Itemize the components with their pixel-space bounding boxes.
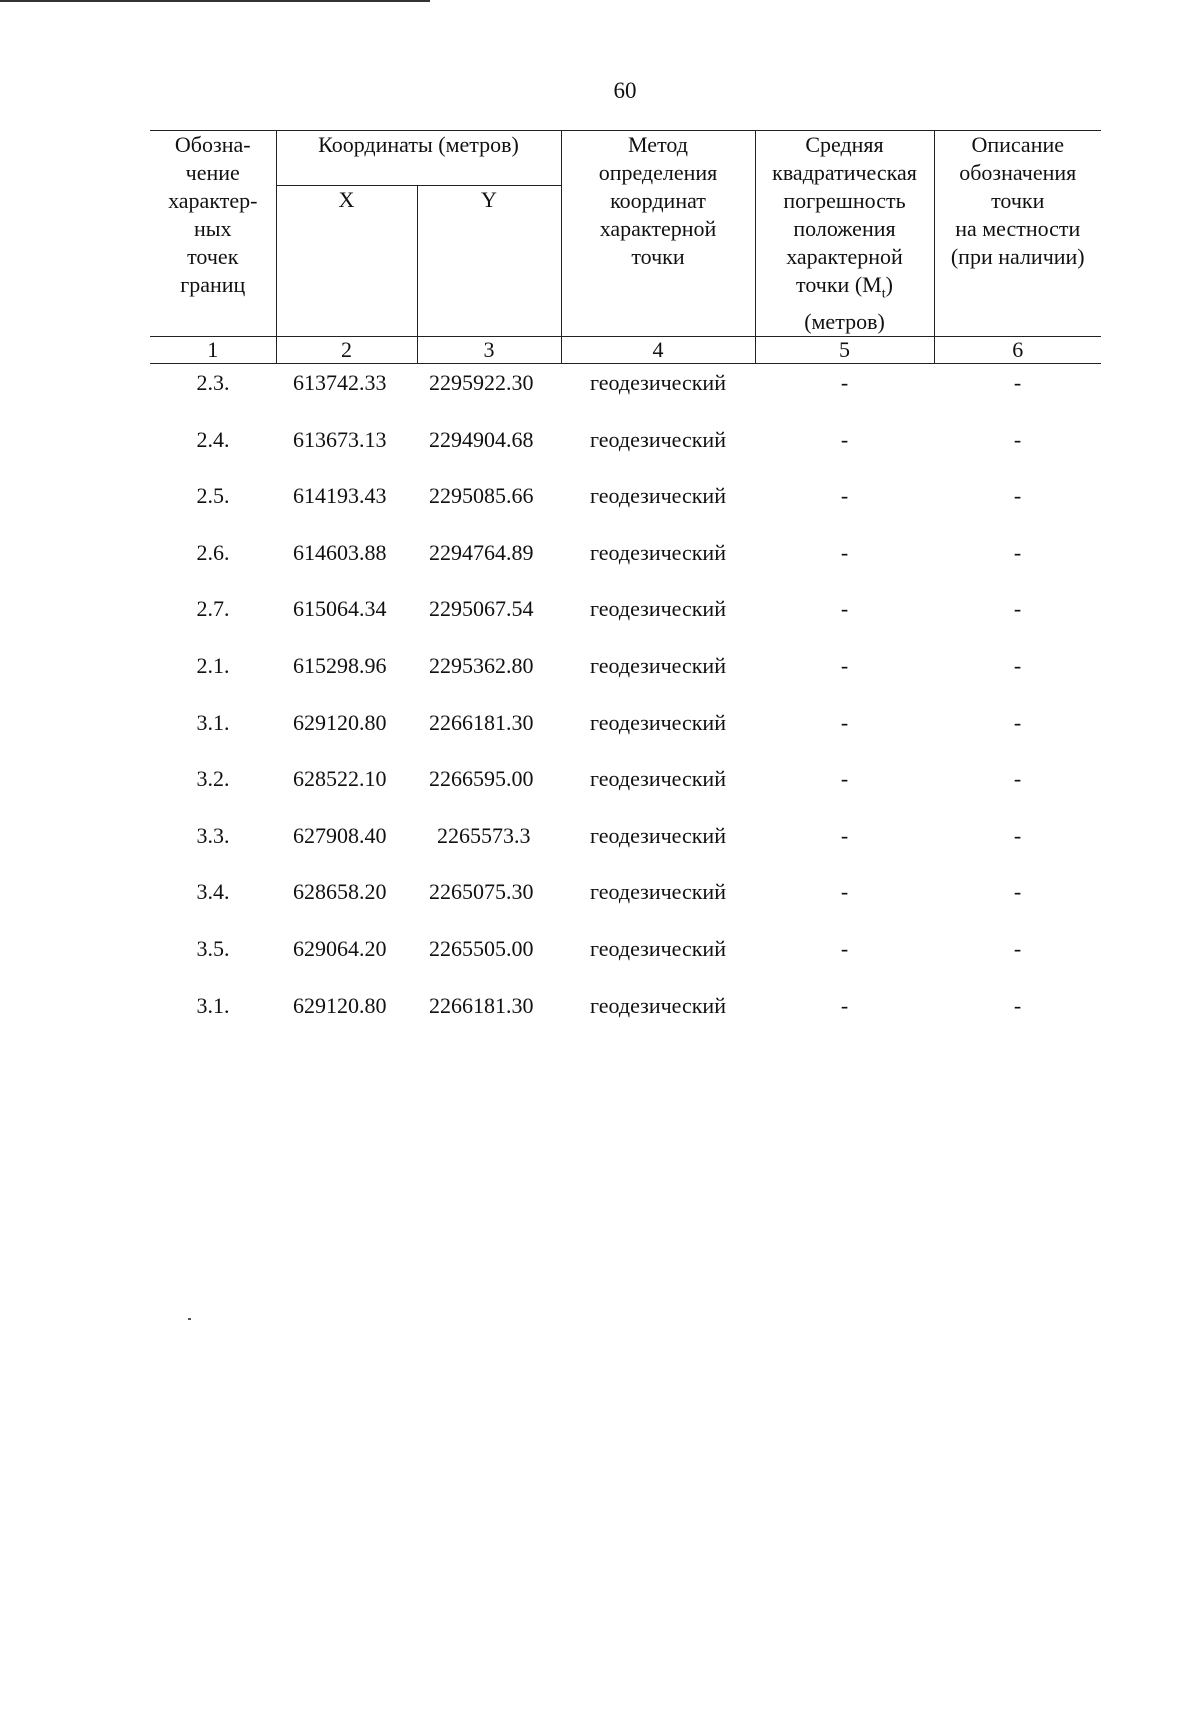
error-cell: - bbox=[840, 652, 849, 678]
table-row bbox=[150, 766, 1101, 823]
description-cell: - bbox=[1013, 596, 1022, 622]
description-cell: - bbox=[1013, 879, 1022, 905]
column-number: 6 bbox=[934, 337, 1101, 364]
header-method: Метод определения координат характерной точки bbox=[561, 131, 755, 337]
table-row bbox=[150, 993, 1101, 1050]
point-cell: 2.5. bbox=[196, 483, 230, 509]
point-cell: 2.7. bbox=[196, 596, 230, 622]
table-row bbox=[150, 427, 1101, 484]
table-row bbox=[150, 823, 1101, 880]
header-row bbox=[150, 131, 1101, 186]
y-cell: 2265505.00 bbox=[429, 935, 534, 961]
y-cell: 2265573.3 bbox=[437, 822, 531, 848]
header-mean-square-error: Средняя квадратическая погрешность положения характерной точки $(M_t)$ (метров) bbox=[755, 131, 934, 337]
y-cell: 2266181.30 bbox=[429, 709, 534, 735]
table-row bbox=[150, 596, 1101, 653]
y-cell: 2295922.30 bbox=[429, 370, 534, 395]
scan-edge-line bbox=[0, 0, 430, 2]
x-cell: 613742.33 bbox=[293, 370, 387, 395]
description-cell: - bbox=[1013, 766, 1022, 792]
x-cell: 628658.20 bbox=[293, 879, 387, 905]
error-cell: - bbox=[840, 992, 849, 1018]
x-cell: 627908.40 bbox=[293, 822, 387, 848]
header-y: Y bbox=[417, 186, 561, 337]
header-point-designation: Обозна- чение характер- ных точек границ bbox=[150, 131, 276, 337]
description-cell: - bbox=[1013, 935, 1022, 961]
point-cell: 2.3. bbox=[196, 370, 230, 395]
method-cell: геодезический bbox=[590, 596, 726, 622]
error-cell: - bbox=[840, 935, 849, 961]
coordinates-table bbox=[150, 370, 1101, 1049]
x-cell: 614603.88 bbox=[293, 539, 387, 565]
coordinates-table-body bbox=[150, 370, 1101, 1049]
method-cell: геодезический bbox=[590, 879, 726, 905]
table-row bbox=[150, 540, 1101, 597]
column-number: 4 bbox=[561, 337, 755, 364]
table-row bbox=[150, 370, 1101, 427]
method-cell: геодезический bbox=[590, 483, 726, 509]
point-cell: 2.1. bbox=[196, 652, 230, 678]
column-number: 1 bbox=[150, 337, 276, 364]
point-cell: 3.2. bbox=[196, 766, 230, 792]
column-number-row bbox=[150, 337, 1101, 364]
y-cell: 2295067.54 bbox=[429, 596, 534, 622]
error-cell: - bbox=[840, 370, 849, 395]
column-number: 2 bbox=[276, 337, 417, 364]
header-description: Описание обозначения точки на местности (при наличии) bbox=[934, 131, 1101, 337]
table-header bbox=[150, 130, 1101, 364]
method-cell: геодезический bbox=[590, 992, 726, 1018]
method-cell: геодезический bbox=[590, 652, 726, 678]
method-cell: геодезический bbox=[590, 935, 726, 961]
x-cell: 629120.80 bbox=[293, 709, 387, 735]
error-cell: - bbox=[840, 879, 849, 905]
description-cell: - bbox=[1013, 426, 1022, 452]
description-cell: - bbox=[1013, 483, 1022, 509]
header-coordinates-group: Координаты (метров) bbox=[276, 131, 561, 186]
error-cell: - bbox=[840, 596, 849, 622]
method-cell: геодезический bbox=[590, 370, 726, 395]
y-cell: 2295085.66 bbox=[429, 483, 534, 509]
table-row bbox=[150, 936, 1101, 993]
table-row bbox=[150, 653, 1101, 710]
point-cell: 3.3. bbox=[196, 822, 230, 848]
description-cell: - bbox=[1013, 822, 1022, 848]
point-cell: 3.1. bbox=[196, 992, 230, 1018]
table-row bbox=[150, 879, 1101, 936]
error-cell: - bbox=[840, 766, 849, 792]
x-cell: 613673.13 bbox=[293, 426, 387, 452]
y-cell: 2295362.80 bbox=[429, 652, 534, 678]
description-cell: - bbox=[1013, 652, 1022, 678]
method-cell: геодезический bbox=[590, 539, 726, 565]
description-cell: - bbox=[1013, 539, 1022, 565]
table-row bbox=[150, 710, 1101, 767]
error-cell: - bbox=[840, 426, 849, 452]
point-cell: 3.4. bbox=[196, 879, 230, 905]
method-cell: геодезический bbox=[590, 426, 726, 452]
y-cell: 2294764.89 bbox=[429, 539, 534, 565]
y-cell: 2266181.30 bbox=[429, 992, 534, 1018]
header-x: X bbox=[276, 186, 417, 337]
method-cell: геодезический bbox=[590, 709, 726, 735]
description-cell: - bbox=[1013, 370, 1022, 395]
subscript-t: t bbox=[881, 286, 886, 302]
description-cell: - bbox=[1013, 992, 1022, 1018]
column-number: 5 bbox=[755, 337, 934, 364]
point-cell: 2.4. bbox=[196, 426, 230, 452]
page-number: 60 bbox=[613, 78, 637, 103]
point-cell: 3.1. bbox=[196, 709, 230, 735]
point-cell: 2.6. bbox=[196, 539, 230, 565]
error-cell: - bbox=[840, 483, 849, 509]
scan-speck bbox=[188, 1318, 191, 1320]
x-cell: 615298.96 bbox=[293, 652, 387, 678]
description-cell: - bbox=[1013, 709, 1022, 735]
x-cell: 629064.20 bbox=[293, 935, 387, 961]
error-cell: - bbox=[840, 539, 849, 565]
x-cell: 628522.10 bbox=[293, 766, 387, 792]
x-cell: 629120.80 bbox=[293, 992, 387, 1018]
y-cell: 2265075.30 bbox=[429, 879, 534, 905]
column-number: 3 bbox=[417, 337, 561, 364]
method-cell: геодезический bbox=[590, 822, 726, 848]
table-row bbox=[150, 483, 1101, 540]
method-cell: геодезический bbox=[590, 766, 726, 792]
error-cell: - bbox=[840, 709, 849, 735]
x-cell: 614193.43 bbox=[293, 483, 387, 509]
y-cell: 2294904.68 bbox=[429, 426, 534, 452]
point-cell: 3.5. bbox=[196, 935, 230, 961]
x-cell: 615064.34 bbox=[293, 596, 387, 622]
y-cell: 2266595.00 bbox=[429, 766, 534, 792]
error-cell: - bbox=[840, 822, 849, 848]
